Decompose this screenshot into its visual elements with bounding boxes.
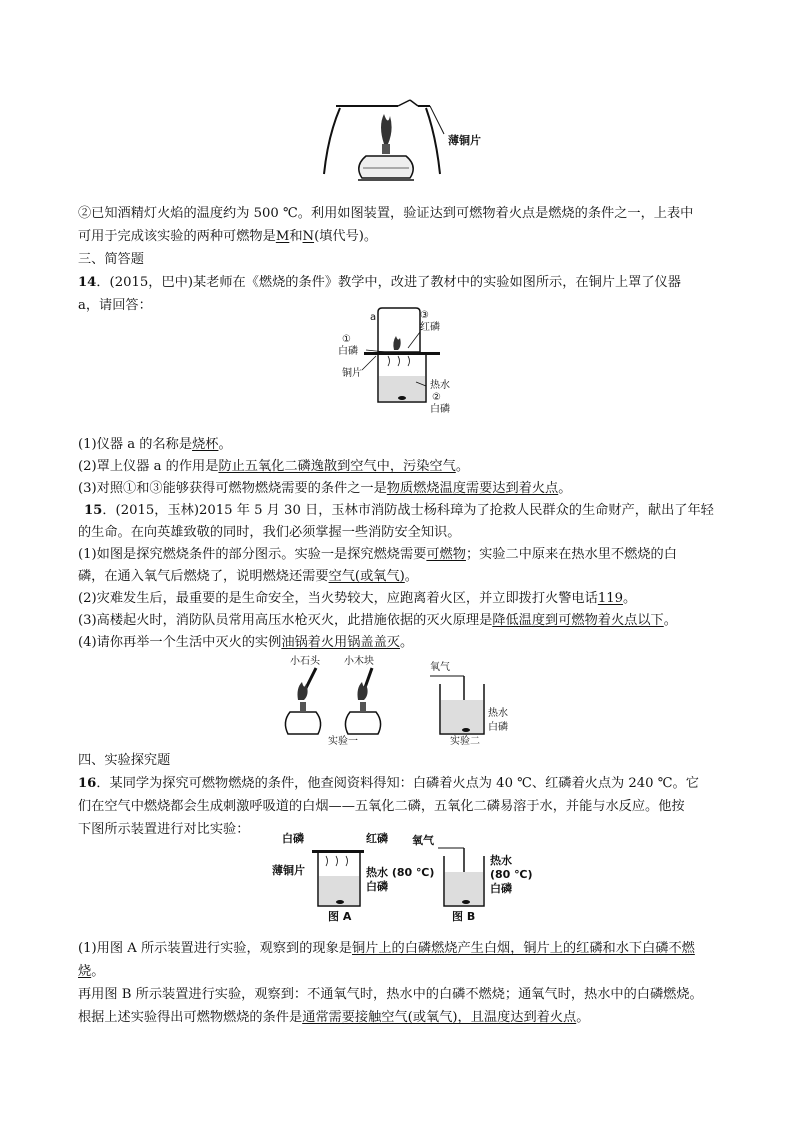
q14-line-b: a，请回答：: [78, 298, 152, 313]
q16-stem-a: ．某同学为探究可燃物燃烧的条件，他查阅资料得知：白磷着火点为 40 ℃、红磷着火点为 240 ℃。它: [96, 776, 699, 791]
q15-sub-1-answer-a: 可燃物: [426, 547, 466, 562]
q15-line-b: 的生命。在向英雄致敬的同时，我们必须掌握一些消防安全知识。: [78, 525, 461, 540]
q15-sub-1b-prompt: 磷，在通入氧气后燃烧了，说明燃烧还需要: [78, 569, 329, 584]
q14-number: 14: [78, 275, 97, 290]
q13-2-line-b: [78, 228, 377, 246]
q14-label-hot-water: 热水: [430, 380, 450, 391]
q14-stem-a: ．(2015，巴中)某老师在《燃烧的条件》教学中，改进了教材中的实验如图所示，在铜片上罩了仪器: [96, 275, 681, 290]
q15-sub-3: [78, 612, 677, 630]
q16b-label-white-phosphorus: 白磷: [490, 882, 512, 895]
q15-sub-1a-end: ；实验二中原来在热水里不燃烧的白: [465, 547, 677, 562]
q14-sub-1-answer: 烧杯: [192, 437, 219, 452]
q14-label-2: ②: [432, 392, 441, 403]
q16-sub-1b: [78, 963, 104, 981]
figure-q14-apparatus: [336, 304, 476, 416]
q15-number: 15: [84, 503, 103, 518]
q14-label-white-phosphorus-2: 白磷: [430, 404, 450, 415]
q15-sub-1-answer-b: 空气(或氧气): [328, 569, 405, 584]
q15-stem-a: ．(2015，玉林)2015 年 5 月 30 日，玉林市消防战士杨科璋为了抢救人民群众的生命财产，献出了年轻: [102, 503, 714, 518]
q13-2-prompt: 可用于完成该实验的两种可燃物是: [78, 229, 276, 244]
q16a-label-red-phosphorus: 红磷: [366, 832, 388, 845]
q16a-label-hot-water: 热水 (80 ℃): [366, 866, 435, 879]
q15-sub-4-end: 。: [400, 635, 414, 650]
q16-sub-2: 再用图 B 所示装置进行实验，观察到：不通氧气时，热水中的白磷不燃烧；通氧气时，热水中的白磷燃烧。: [78, 987, 703, 1002]
q16-sub-3-answer: 通常需要接触空气(或氧气)，且温度达到着火点: [302, 1010, 577, 1025]
q16-sub-1b-end: 。: [91, 964, 105, 979]
q13-2-answer-1: M: [275, 229, 290, 244]
q15-sub-3-answer: 降低温度到可燃物着火点以下: [492, 613, 664, 628]
q15-sub-1b: [78, 568, 418, 586]
q15-sub-2-prompt: (2)灾难发生后，最重要的是生命安全，当火势较大，应跑离着火区，并立即拨打火警电话: [78, 591, 598, 606]
q15-line-a: [84, 502, 714, 520]
q16a-label-white-phosphorus: 白磷: [282, 832, 304, 845]
q14-label-red-phosphorus: 红磷: [420, 322, 440, 333]
q16b-label-hot-water: 热水: [490, 854, 512, 867]
q15-label-stone: 小石头: [290, 656, 320, 667]
q15-caption-exp2: 实验二: [450, 736, 480, 747]
q16-sub-3-prompt: 根据上述实验得出可燃物燃烧的条件是: [78, 1010, 303, 1025]
q14-sub-3-prompt: (3)对照①和③能够获得可燃物燃烧需要的条件之一是: [78, 481, 387, 496]
q14-sub-3: [78, 480, 571, 498]
q14-sub-3-answer: 物质燃烧温度需要达到着火点: [386, 481, 559, 496]
q15-label-wood: 小木块: [344, 656, 374, 667]
q15-label-hot-water: 热水: [488, 708, 508, 719]
q16-sub-3-end: 。: [576, 1010, 590, 1025]
figure-q15-experiments: [280, 654, 520, 746]
q16-line-b: 们在空气中燃烧都会生成刺激呼吸道的白烟——五氧化二磷，五氧化二磷易溶于水，并能与水反应。他按: [78, 799, 685, 814]
q15-sub-4-prompt: (4)请你再举一个生活中灭火的实例: [78, 635, 282, 650]
q14-label-1: ①: [342, 334, 351, 345]
q14-sub-1-end: 。: [218, 437, 232, 452]
q14-label-white-phosphorus: 白磷: [338, 346, 358, 357]
q14-sub-1: [78, 436, 232, 454]
q13-2-answer-2: N: [302, 229, 315, 244]
q15-sub-2: [78, 590, 636, 608]
q14-sub-1-prompt: (1)仪器 a 的名称是: [78, 437, 193, 452]
q16a-caption: 图 A: [328, 910, 352, 923]
q13-2-mid: 和: [289, 229, 303, 244]
q14-label-3: ③: [420, 310, 429, 321]
q16-sub-3: [78, 1009, 589, 1027]
q15-sub-3-end: 。: [663, 613, 677, 628]
section-3-heading: 三、简答题: [78, 252, 144, 267]
q16b-label-oxygen: 氧气: [412, 834, 434, 847]
section-4-heading: 四、实验探究题: [78, 753, 171, 768]
q16-sub-1a: [78, 940, 695, 958]
q16-sub-1-answer-b: 烧: [78, 964, 92, 979]
q14-line-a: [78, 274, 681, 292]
q16a-label-copper-sheet: 薄铜片: [272, 864, 305, 877]
q14-sub-2: [78, 458, 469, 476]
q15-caption-exp1: 实验一: [328, 736, 358, 747]
q14-sub-2-end: 。: [455, 459, 469, 474]
q15-sub-4-answer: 油锅着火用锅盖盖灭: [281, 635, 400, 650]
q16-line-a: [78, 775, 699, 793]
figure-q16-b: [410, 832, 533, 924]
q14-sub-2-prompt: (2)罩上仪器 a 的作用是: [78, 459, 219, 474]
q16b-caption: 图 B: [452, 910, 476, 923]
q13-2-tail: (填代号)。: [314, 229, 378, 244]
q15-sub-1a: [78, 546, 677, 564]
q15-sub-1b-end: 。: [404, 569, 418, 584]
q15-sub-2-answer: 119: [597, 591, 623, 606]
copper-sheet-label: 薄铜片: [448, 134, 481, 147]
q16-number: 16: [78, 776, 97, 791]
q16-line-c: 下图所示装置进行对比实验：: [78, 822, 250, 837]
q15-label-oxygen: 氧气: [430, 662, 450, 673]
q16-sub-1-answer-a: 铜片上的白磷燃烧产生白烟，铜片上的红磷和水下白磷不燃: [351, 941, 695, 956]
q13-2-line-a: ②已知酒精灯火焰的温度约为 500 ℃。利用如图装置，验证达到可燃物着火点是燃烧的条件之一，上表中: [78, 206, 694, 221]
q15-sub-1a-prompt: (1)如图是探究燃烧条件的部分图示。实验一是探究燃烧需要: [78, 547, 427, 562]
q14-sub-3-end: 。: [558, 481, 572, 496]
q16b-label-temp: (80 ℃): [490, 868, 533, 881]
q15-sub-2-end: 。: [622, 591, 637, 606]
q15-sub-4: [78, 634, 413, 652]
q16a-label-white-phosphorus-2: 白磷: [366, 880, 388, 893]
figure-alcohol-lamp-tripod: [318, 96, 518, 196]
q15-label-white-phosphorus: 白磷: [488, 722, 508, 733]
q14-sub-2-answer: 防止五氧化二磷逸散到空气中，污染空气: [218, 459, 456, 474]
q16-sub-1a-prompt: (1)用图 A 所示装置进行实验，观察到的现象是: [78, 941, 352, 956]
q14-label-copper-sheet: 铜片: [342, 368, 362, 379]
q14-label-a: a: [370, 312, 377, 323]
q15-sub-3-prompt: (3)高楼起火时，消防队员常用高压水枪灭火，此措施依据的灭火原理是: [78, 613, 493, 628]
